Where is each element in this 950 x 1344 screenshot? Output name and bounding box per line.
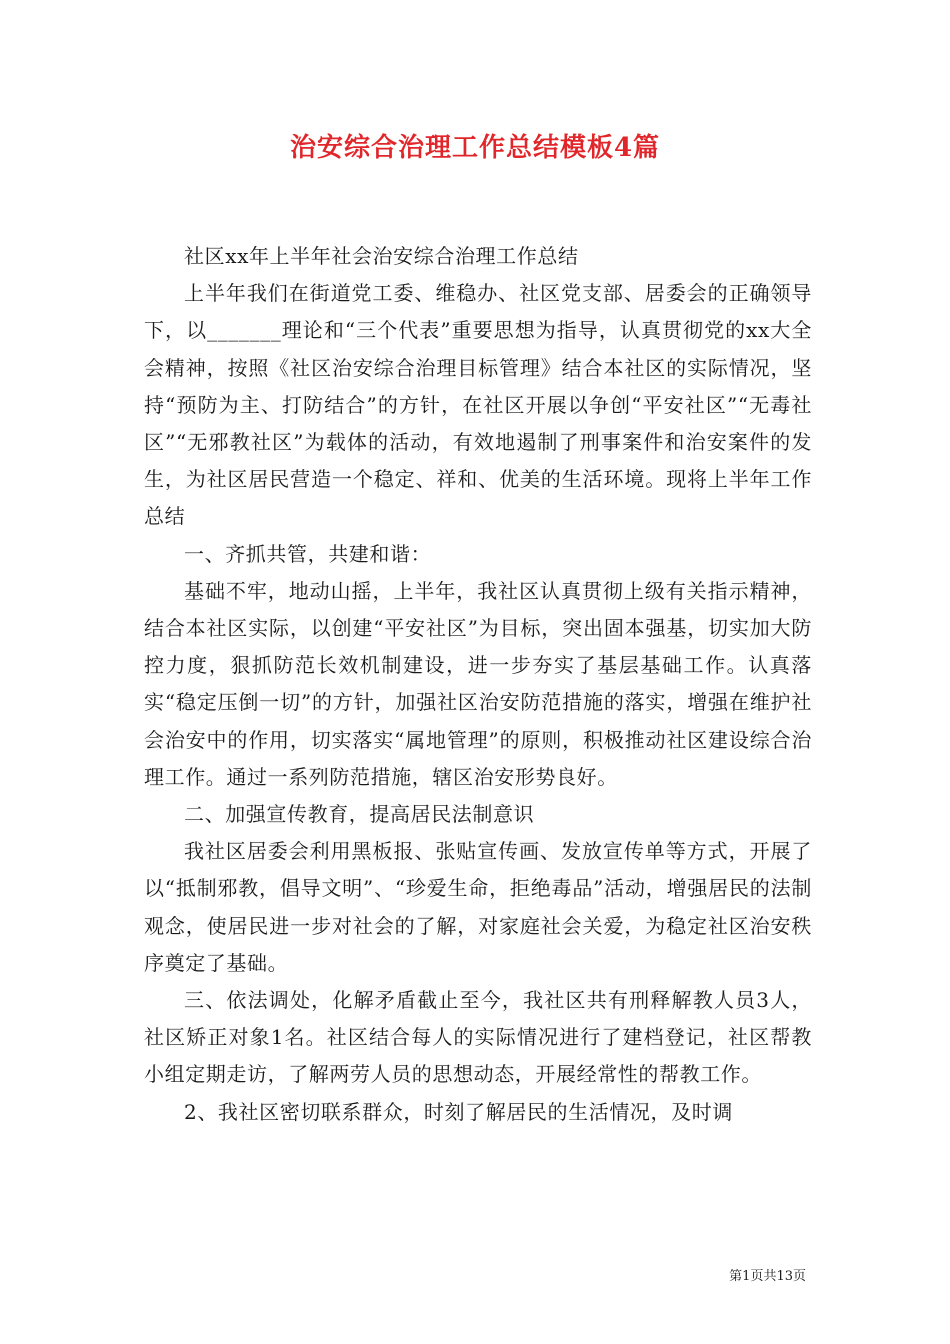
paragraph: 上半年我们在街道党工委、维稳办、社区党支部、居委会的正确领导下，以_______理论和“三个代表”重要思想为指导，认真贯彻党的xx大全会精神，按照《社区治安综合治理目标管理》结合本社区的实际情况，坚持“预防为主、打防结合”的方针，在社区开展以争创“平安社区”“无毒社区”“无邪教社区”为载体的活动，有效地遏制了刑事案件和治安案件的发生，为社区居民营造一个稳定、祥和、优美的生活环境。现将上半年工作总结	[144, 281, 812, 529]
document-body	[144, 238, 812, 1131]
section-heading: 二、加强宣传教育，提高居民法制意识	[184, 802, 535, 827]
paragraph: 基础不牢，地动山摇，上半年，我社区认真贯彻上级有关指示精神，结合本社区实际，以创建“平安社区”为目标，突出固本强基，切实加大防控力度，狠抓防范长效机制建设，进一步夯实了基层基础工作。认真落实“稳定压倒一切”的方针，加强社区治安防范措施的落实，增强在维护社会治安中的作用，切实落实“属地管理”的原则，积极推动社区建设综合治理工作。通过一系列防范措施，辖区治安形势良好。	[144, 578, 812, 789]
paragraph: 三、依法调处，化解矛盾截止至今，我社区共有刑释解教人员3人，社区矫正对象1名。社区结合每人的实际情况进行了建档登记，社区帮教小组定期走访，了解两劳人员的思想动态，开展经常性的帮教工作。	[144, 988, 812, 1087]
document-title: 治安综合治理工作总结模板4篇	[289, 133, 661, 163]
section-heading: 一、齐抓共管，共建和谐：	[184, 541, 432, 566]
paragraph: 2、我社区密切联系群众，时刻了解居民的生活情况，及时调	[184, 1099, 733, 1124]
paragraph: 我社区居委会利用黑板报、张贴宣传画、发放宣传单等方式，开展了以“抵制邪教，倡导文明”、“珍爱生命，拒绝毒品”活动，增强居民的法制观念，使居民进一步对社会的了解，对家庭社会关爱，为稳定社区治安秩序奠定了基础。	[144, 839, 812, 975]
section-subtitle: 社区xx年上半年社会治安综合治理工作总结	[184, 244, 579, 268]
page-number: 第1页共13页	[729, 1269, 806, 1284]
